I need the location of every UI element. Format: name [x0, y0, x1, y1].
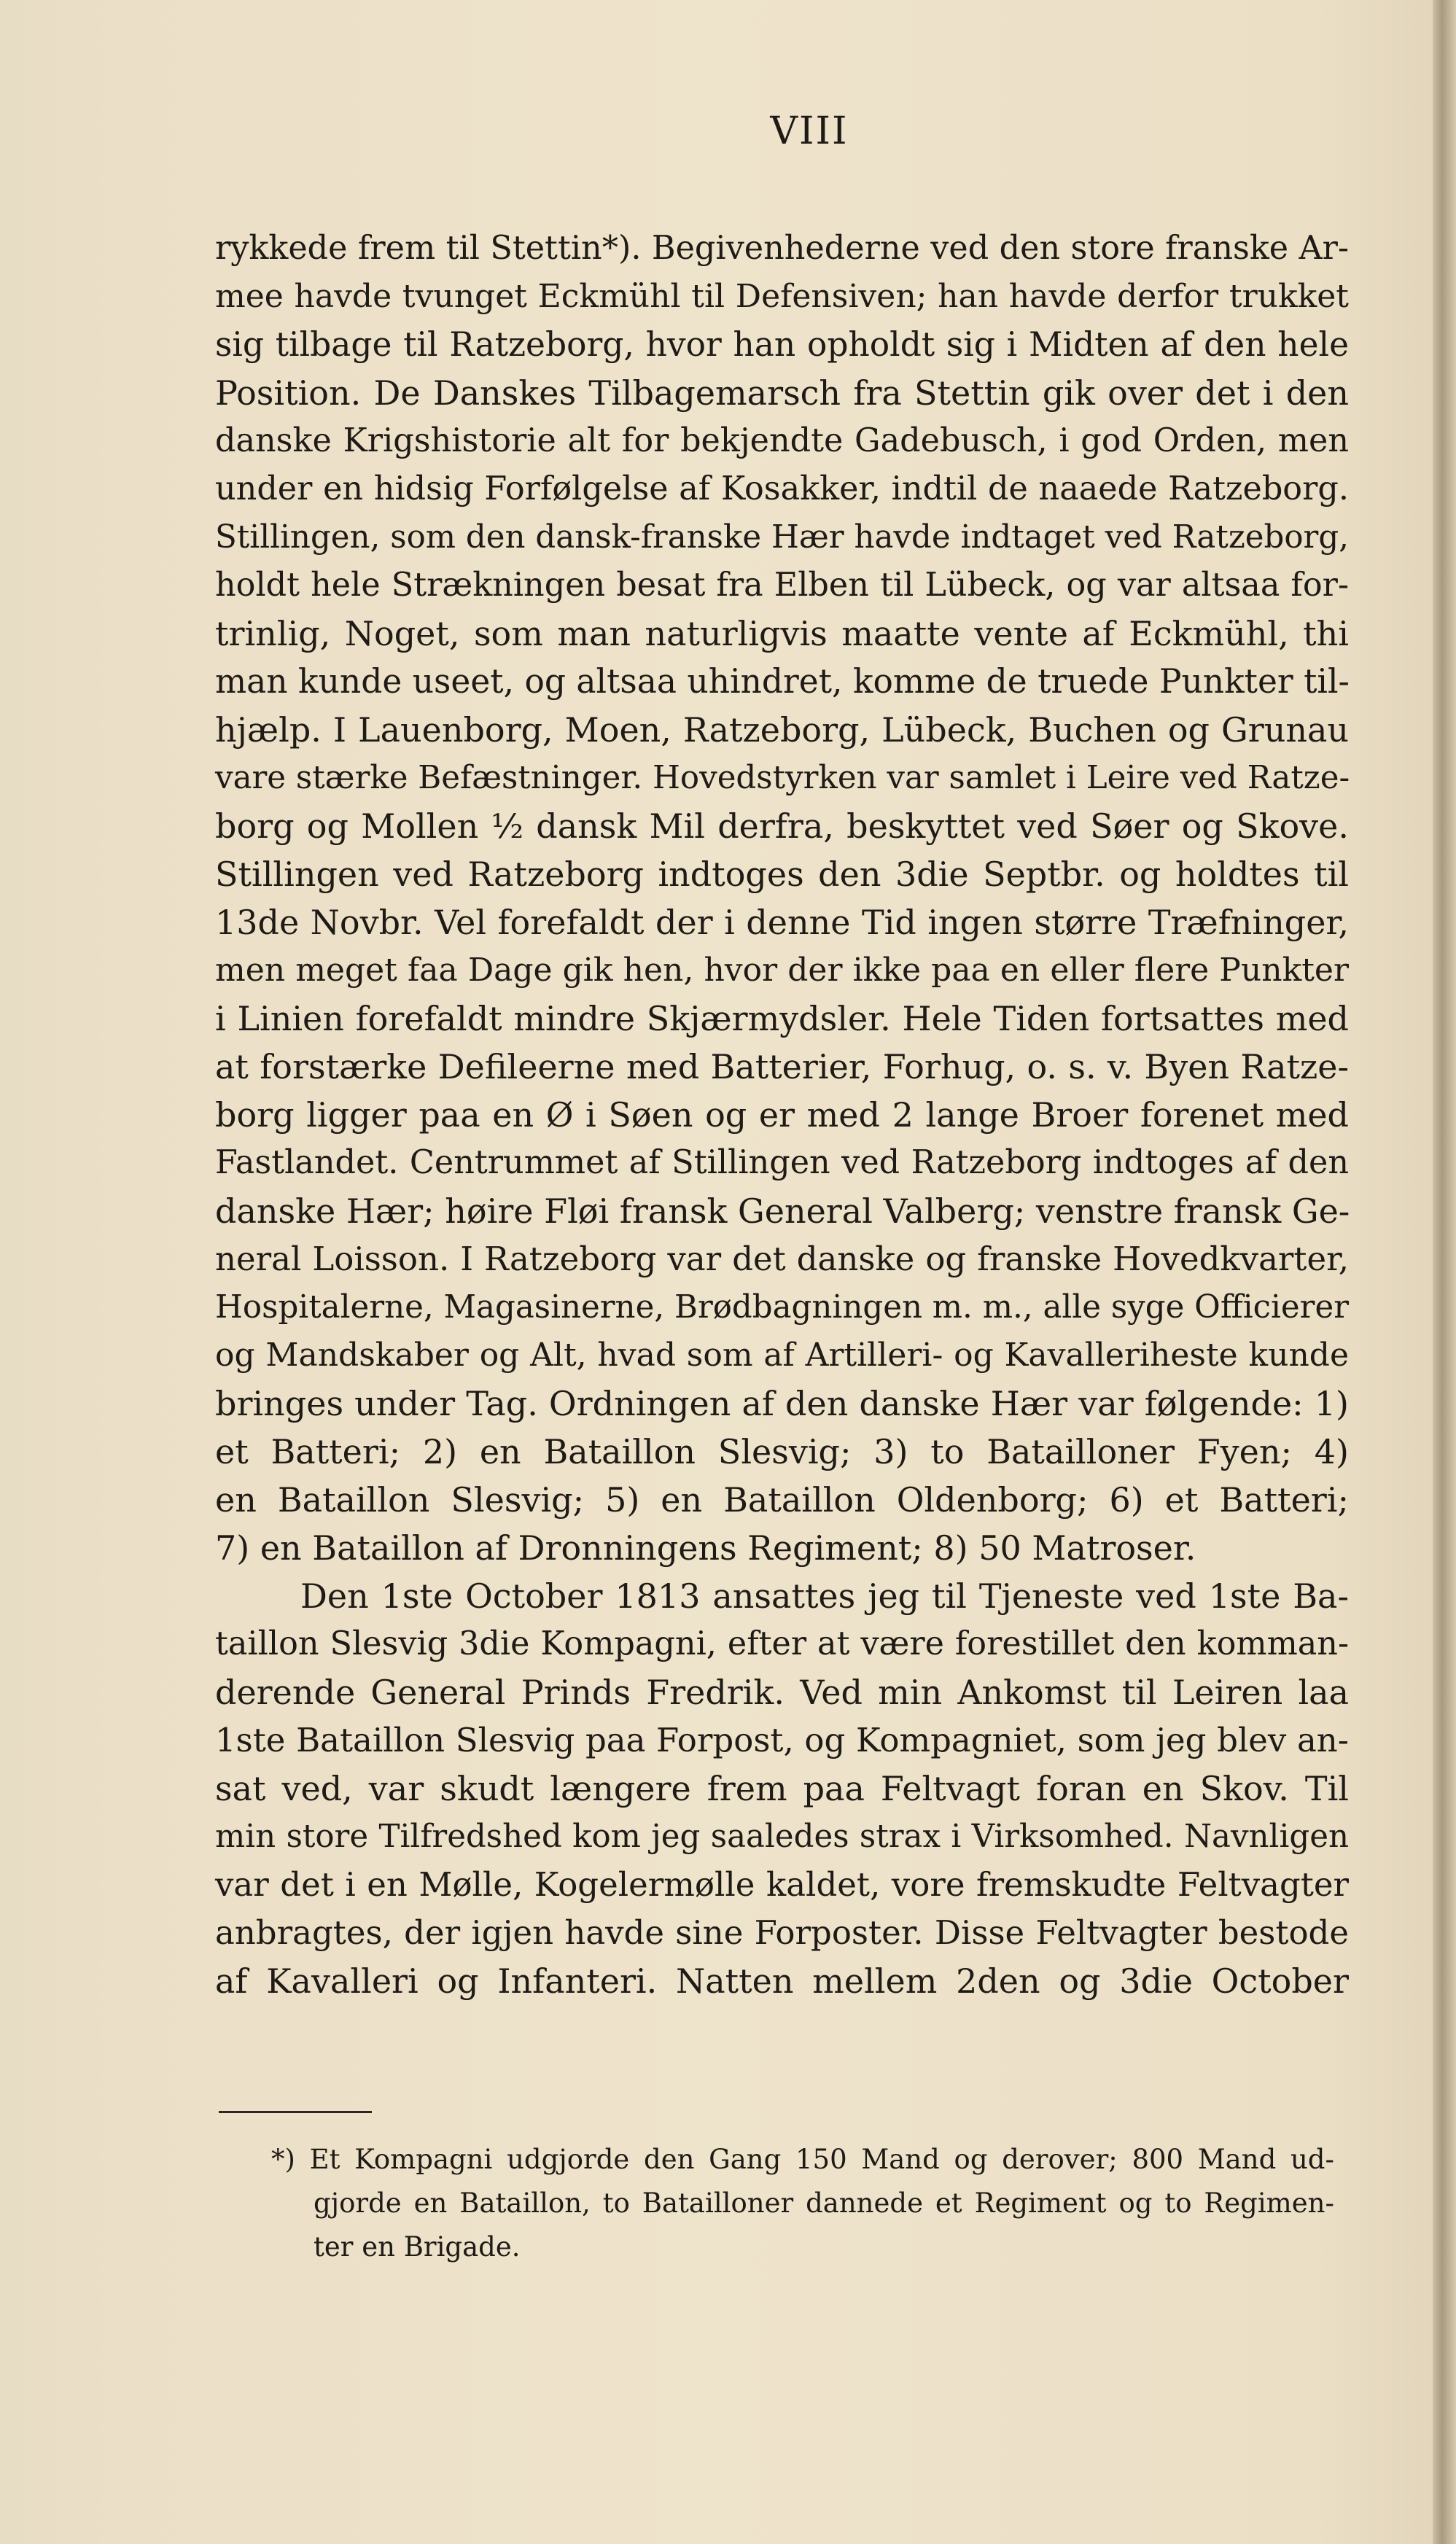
page-number: VIII	[770, 109, 849, 153]
text-line: hjælp. I Lauenborg, Moen, Ratzeborg, Lübeck, Buchen og Grunau	[215, 710, 1349, 750]
text-line: derende General Prinds Fredrik. Ved min Ankomst til Leiren laa	[215, 1673, 1349, 1712]
text-line: trinlig, Noget, som man naturligvis maatte vente af Eckmühl, thi	[215, 614, 1349, 653]
text-line: 13de Novbr. Vel forefaldt der i denne Tid ingen større Træfninger,	[215, 903, 1349, 942]
text-line: af Kavalleri og Infanteri. Natten mellem 2den og 3die October	[215, 1961, 1349, 2001]
text-line: Den 1ste October 1813 ansattes jeg til Tjeneste ved 1ste Ba-	[300, 1576, 1349, 1616]
text-line: holdt hele Strækningen besat fra Elben til Lübeck, og var altsaa for-	[215, 567, 1349, 604]
text-line: Stillingen ved Ratzeborg indtoges den 3die Septbr. og holdtes til	[215, 855, 1349, 894]
text-line: borg ligger paa en Ø i Søen og er med 2 lange Broer forenet med	[215, 1095, 1349, 1135]
text-line: men meget faa Dage gik hen, hvor der ikke paa en eller flere Punkter	[215, 952, 1349, 989]
text-line: i Linien forefaldt mindre Skjærmydsler. Hele Tiden fortsattes med	[215, 999, 1349, 1038]
text-line: borg og Mollen ½ dansk Mil derfra, beskyttet ved Søer og Skove.	[215, 806, 1349, 846]
text-line: under en hidsig Forfølgelse af Kosakker, indtil de naaede Ratzeborg.	[215, 470, 1349, 507]
text-line: mee havde tvunget Eckmühl til Defensiven; han havde derfor trukket	[215, 278, 1349, 315]
text-line: sat ved, var skudt længere frem paa Feltvagt foran en Skov. Til	[215, 1769, 1349, 1808]
text-line: anbragtes, der igjen havde sine Forposter. Disse Feltvagter bestode	[215, 1913, 1349, 1952]
text-line: at forstærke Defileerne med Batterier, Forhug, o. s. v. Byen Ratze-	[215, 1047, 1349, 1086]
text-line: 7) en Bataillon af Dronningens Regiment; 8) 50 Matroser.	[215, 1528, 1196, 1568]
text-line: var det i en Mølle, Kogelermølle kaldet, vore fremskudte Feltvagter	[215, 1865, 1349, 1904]
text-line: Hospitalerne, Magasinerne, Brødbagningen m. m., alle syge Officierer	[215, 1289, 1349, 1326]
footnote-line: ter en Brigade.	[314, 2231, 521, 2263]
text-line: danske Krigshistorie alt for bekjendte Gadebusch, i god Orden, men	[215, 422, 1349, 459]
footnote-line: *) Et Kompagni udgjorde den Gang 150 Mand og derover; 800 Mand ud-	[271, 2144, 1334, 2175]
text-line: neral Loisson. I Ratzeborg var det danske og franske Hovedkvarter,	[215, 1240, 1349, 1278]
text-line: et Batteri; 2) en Bataillon Slesvig; 3) to Bataillоner Fyen; 4)	[215, 1432, 1349, 1471]
text-line: bringes under Tag. Ordningen af den danske Hær var følgende: 1)	[215, 1384, 1349, 1423]
text-line: Position. De Danskes Tilbagemarsch fra Stettin gik over det i den	[215, 373, 1349, 413]
text-line: sig tilbage til Ratzeborg, hvor han opholdt sig i Midten af den hele	[215, 325, 1349, 364]
text-line: Stillingen, som den dansk-franske Hær havde indtaget ved Ratzeborg,	[215, 519, 1349, 556]
footnote-line: gjorde en Bataillon, to Bataillоner dannede et Regiment og to Regimen-	[314, 2187, 1334, 2219]
text-line: og Mandskaber og Alt, hvad som af Artilleri- og Kavalleriheste kunde	[215, 1337, 1349, 1374]
text-line: taillon Slesvig 3die Kompagni, efter at være forestillet den komman-	[215, 1625, 1349, 1662]
text-line: rykkede frem til Stettin*). Begivenhederne ved den store franske Ar-	[215, 230, 1349, 267]
text-line: min store Tilfredshed kom jeg saaledes strax i Virksomhed. Navnligen	[215, 1818, 1349, 1855]
text-line: en Bataillon Slesvig; 5) en Bataillon Oldenborg; 6) et Batteri;	[215, 1480, 1349, 1520]
text-line: Fastlandet. Centrummet af Stillingen ved Ratzeborg indtoges af den	[215, 1144, 1349, 1181]
text-line: vare stærke Befæstninger. Hovedstyrken var samlet i Leire ved Ratze-	[215, 760, 1350, 796]
page-edge	[1433, 0, 1456, 2544]
text-line: man kunde useet, og altsaa uhindret, komme de truede Punkter til-	[215, 662, 1350, 701]
text-line: danske Hær; høire Fløi fransk General Valberg; venstre fransk Ge-	[215, 1191, 1350, 1231]
footnote-divider	[219, 2111, 372, 2113]
text-line: 1ste Bataillon Slesvig paa Forpost, og Kompagniet, som jeg blev an-	[215, 1721, 1349, 1759]
